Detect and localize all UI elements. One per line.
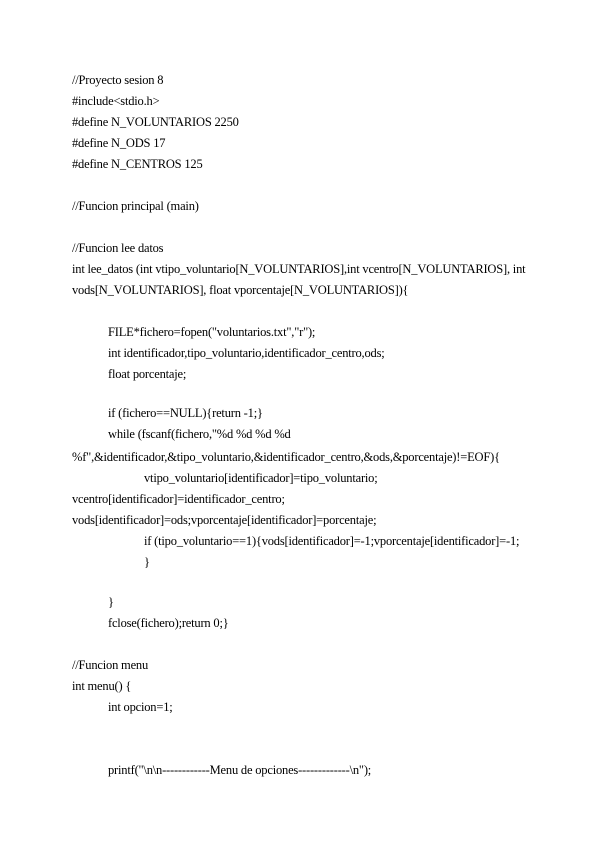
code-line: #define N_CENTROS 125 (72, 157, 203, 171)
code-line: vods[identificador]=ods;vporcentaje[identificador]=porcentaje; (72, 513, 377, 527)
code-line: #define N_ODS 17 (72, 136, 166, 150)
code-line: FILE*fichero=fopen("voluntarios.txt","r"); (108, 325, 316, 339)
code-line: } (108, 595, 114, 609)
code-line: } (144, 555, 150, 569)
code-line: vcentro[identificador]=identificador_centro; (72, 492, 285, 506)
code-line: fclose(fichero);return 0;} (108, 616, 229, 630)
code-line: float porcentaje; (108, 367, 187, 381)
code-line: //Funcion menu (72, 658, 149, 672)
code-line: #define N_VOLUNTARIOS 2250 (72, 115, 239, 129)
code-line: printf("\n\n------------Menu de opciones-------------\n"); (108, 763, 372, 777)
code-line: vods[N_VOLUNTARIOS], float vporcentaje[N_VOLUNTARIOS]){ (72, 283, 409, 297)
code-line: int identificador,tipo_voluntario,identificador_centro,ods; (108, 346, 385, 360)
code-line: int opcion=1; (108, 700, 173, 714)
code-line: vtipo_voluntario[identificador]=tipo_voluntario; (144, 471, 378, 485)
code-line: if (fichero==NULL){return -1;} (108, 406, 263, 420)
code-line: %f",&identificador,&tipo_voluntario,&identificador_centro,&ods,&porcentaje)!=EOF){ (72, 450, 500, 464)
code-line: #include<stdio.h> (72, 94, 160, 108)
code-line: if (tipo_voluntario==1){vods[identificador]=-1;vporcentaje[identificador]=-1; (144, 534, 520, 548)
code-line: int menu() { (72, 679, 132, 693)
code-line: //Funcion principal (main) (72, 199, 199, 213)
code-line: //Funcion lee datos (72, 241, 164, 255)
code-line: //Proyecto sesion 8 (72, 73, 164, 87)
code-line: int lee_datos (int vtipo_voluntario[N_VOLUNTARIOS],int vcentro[N_VOLUNTARIOS], int (72, 262, 526, 276)
code-line: while (fscanf(fichero,"%d %d %d %d (108, 427, 291, 441)
